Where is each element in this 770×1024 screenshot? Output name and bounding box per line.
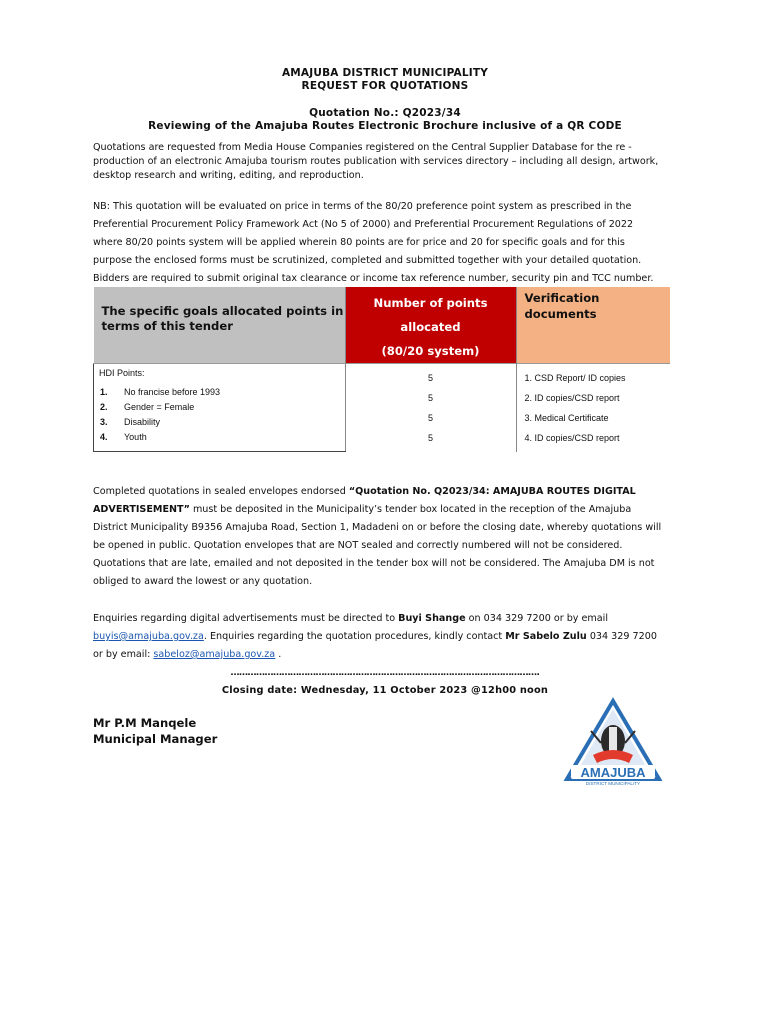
verification-value: 3. Medical Certificate [524,413,609,423]
dotted-separator: ………………………………………………………………………………………………. [230,668,540,678]
logo-subtext: DISTRICT MUNICIPALITY [585,781,641,786]
nb-line: Bidders are required to submit original tax clearance or income tax reference number, security pin and TCC number. [93,273,654,284]
goals-table [93,287,670,452]
nb-line: where 80/20 points system will be applied wherein 80 points are for price and 20 for specific goals and for this [93,237,625,248]
goal-item: 4. Youth [100,432,147,442]
verification-value: 4. ID copies/CSD report [524,433,620,443]
enquiries-paragraph: Enquiries regarding digital advertisements must be directed to Buyi Shange on 034 329 7200 or by email buyis@amajuba.gov.za. Enquiries regarding the quotation procedures, kindly contact Mr Sabelo Zulu 034 329 7200 or by email: sabeloz@amajuba.gov.za . [93,613,657,660]
email-link-sabelo[interactable]: sabeloz@amajuba.gov.za [153,649,276,660]
verification-value: 1. CSD Report/ ID copies [524,373,626,383]
quotation-number: Quotation No.: Q2023/34 [309,107,461,119]
contact-buyi: Buyi Shange [398,613,466,624]
points-value: 5 [427,373,433,383]
points-value: 5 [427,393,433,403]
email-link-buyi[interactable]: buyis@amajuba.gov.za [93,631,204,642]
amajuba-logo-icon [563,697,663,789]
nb-line: Preferential Procurement Policy Framework Act (No 5 of 2000) and Preferential Procurement Regulations of 2022 [93,219,634,230]
points-cell [345,364,516,452]
goals-header: The specific goals allocated points in terms of this tender [94,287,346,364]
goal-item: 1. No francise before 1993 [100,387,221,397]
points-value: 5 [427,413,433,423]
goal-item: 2. Gender = Female [100,402,195,412]
nb-line: NB: This quotation will be evaluated on price in terms of the 80/20 preference point system as prescribed in the [93,201,632,212]
nb-line: purpose the enclosed forms must be scrutinized, completed and submitted together with your detailed quotation. [93,255,642,266]
signatory-title: Municipal Manager [93,732,218,746]
org-title: AMAJUBA DISTRICT MUNICIPALITY [281,67,489,79]
quotation-subject: Reviewing of the Amajuba Routes Electronic Brochure inclusive of a QR CODE [148,120,622,132]
contact-sabelo: Mr Sabelo Zulu [505,631,587,642]
goal-item: 3. Disability [100,417,161,427]
goals-cell: HDI Points: 1. No francise before 1993 2. Gender = Female 3. Disability 4. Youth [94,364,346,452]
submission-paragraph: Completed quotations in sealed envelopes endorsed “Quotation No. Q2023/34: AMAJUBA ROUTES DIGITAL ADVERTISEMENT” must be deposited in the Municipality’s tender box located in the reception of the Amajuba District Municipality B9356 Amajuba Road, Section 1, Madadeni on or before the closing date, whereby quotations will be opened in public. Quotation envelopes that are NOT sealed and correctly numbered will not be considered. Quotations that are late, emailed and not deposited in the tender box will not be considered. The Amajuba DM is not obliged to award the lowest or any quotation. [93,486,662,587]
logo-wordmark: AMAJUBA [580,765,646,780]
signatory-name: Mr P.M Manqele [93,716,197,730]
intro-line: production of an electronic Amajuba tourism routes publication with services directory – including all design, artwork, [93,156,659,167]
verification-cell [516,364,670,452]
intro-line: desktop research and writing, editing, and reproduction. [93,170,364,181]
points-header: Number of points allocated (80/20 system) [345,287,516,364]
nb-paragraph [93,198,713,288]
verification-value: 2. ID copies/CSD report [524,393,620,403]
signature-block [93,715,217,747]
closing-date: Closing date: Wednesday, 11 October 2023 @12h00 noon [221,685,549,696]
intro-paragraph [93,141,713,183]
intro-line: Quotations are requested from Media House Companies registered on the Central Supplier Database for the re - [93,142,632,153]
verification-header: Verification documents [516,287,670,364]
points-value: 5 [427,433,433,443]
doc-type: REQUEST FOR QUOTATIONS [301,80,469,92]
